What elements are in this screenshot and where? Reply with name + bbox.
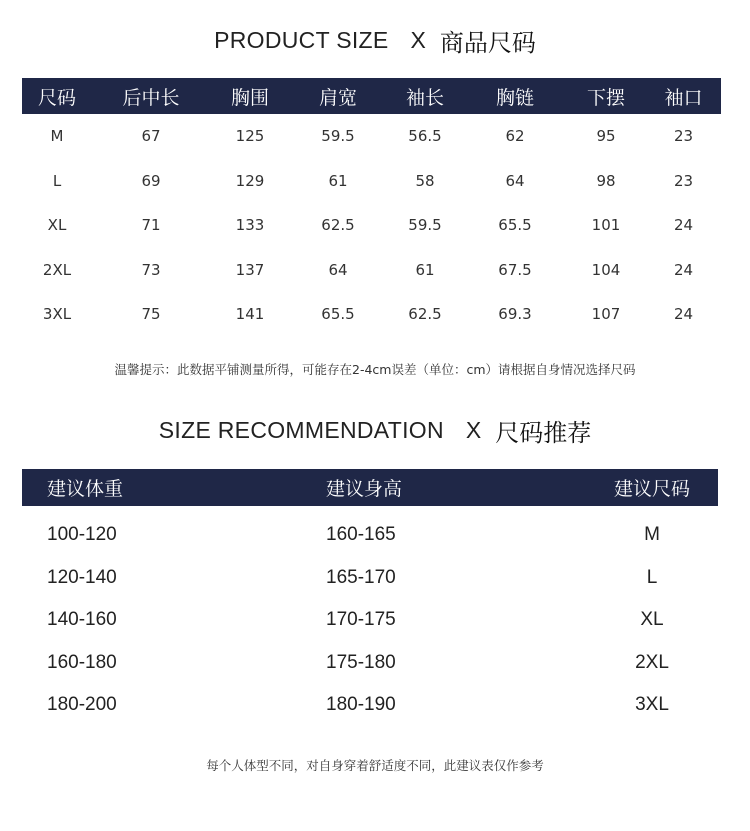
table-row	[22, 292, 721, 337]
table-cell: 71	[141, 216, 161, 235]
header-cuff: 袖口	[664, 86, 703, 109]
table-cell: 64	[328, 260, 348, 279]
height-cell: 180-190	[326, 694, 396, 716]
size-cell: 2XL	[635, 651, 669, 673]
size-cell: 3XL	[635, 694, 669, 716]
table-row	[22, 599, 718, 642]
table-cell: 95	[596, 127, 616, 146]
product-size-table	[22, 78, 721, 337]
table-cell: 67	[141, 127, 161, 146]
size-recommendation-title-zh: 尺码推荐	[495, 418, 592, 447]
product-size-title-en: PRODUCT SIZE	[214, 26, 389, 53]
table-cell: 62.5	[321, 216, 355, 235]
size-cell: M	[644, 524, 660, 546]
header-suggested-size: 建议尺码	[613, 478, 690, 500]
table-cell: 65.5	[321, 305, 355, 324]
table-cell: 73	[141, 260, 161, 279]
table-cell: 141	[235, 305, 265, 324]
table-cell: 69.3	[498, 305, 532, 324]
weight-cell: 180-200	[47, 694, 117, 716]
weight-cell: 120-140	[47, 566, 117, 588]
header-hem: 下摆	[586, 86, 625, 109]
table-cell: XL	[47, 216, 67, 235]
height-cell: 175-180	[326, 651, 396, 673]
header-size: 尺码	[37, 86, 76, 109]
table-cell: 137	[235, 260, 265, 279]
table-cell: 24	[673, 305, 694, 324]
table-cell: 56.5	[408, 127, 442, 146]
table-row	[22, 514, 718, 557]
recommendation-note: 每个人体型不同，对自身穿着舒适度不同，此建议表仅作参考	[206, 758, 544, 773]
table-cell: 61	[328, 171, 348, 190]
weight-cell: 140-160	[47, 609, 117, 631]
weight-cell: 160-180	[47, 651, 117, 673]
height-cell: 165-170	[326, 566, 396, 588]
table-cell: 62	[505, 127, 525, 146]
table-cell: 67.5	[498, 260, 532, 279]
table-row	[22, 642, 718, 685]
table-cell: 107	[591, 305, 621, 324]
table-cell: 59.5	[408, 216, 442, 235]
table-cell: 64	[505, 171, 525, 190]
table-cell: 69	[141, 171, 161, 190]
table-cell: M	[50, 127, 64, 146]
size-recommendation-title-en: SIZE RECOMMENDATION	[158, 416, 444, 443]
table-cell: 104	[591, 260, 621, 279]
table-cell: 61	[415, 260, 435, 279]
height-cell: 170-175	[326, 609, 396, 631]
header-suggested-height: 建议身高	[326, 478, 403, 500]
table-cell: 65.5	[498, 216, 532, 235]
size-cell: XL	[640, 609, 664, 631]
table-row	[22, 248, 721, 293]
title-separator-x: X	[465, 416, 482, 443]
recommendation-table-header	[22, 469, 718, 506]
table-row	[22, 159, 721, 204]
height-cell: 160-165	[326, 524, 396, 546]
size-recommendation-table	[22, 469, 718, 727]
table-row	[22, 557, 718, 600]
table-cell: 2XL	[42, 260, 72, 279]
product-size-title-zh: 商品尺码	[439, 28, 536, 57]
table-cell: 75	[141, 305, 161, 324]
table-cell: 101	[591, 216, 621, 235]
measurement-note: 温馨提示：此数据平铺测量所得，可能存在2-4cm误差（单位：cm）请根据自身情况选择尺码	[114, 362, 636, 377]
table-row	[22, 114, 721, 159]
table-cell: 23	[673, 127, 694, 146]
table-row	[22, 203, 721, 248]
size-cell: L	[646, 566, 658, 588]
header-suggested-weight: 建议体重	[47, 478, 124, 500]
header-chest-chain: 胸链	[495, 86, 534, 109]
table-cell: 62.5	[408, 305, 442, 324]
header-back-length: 后中长	[122, 86, 180, 109]
header-shoulder: 肩宽	[318, 86, 357, 109]
table-cell: 133	[235, 216, 265, 235]
table-cell: 59.5	[321, 127, 355, 146]
table-cell: L	[52, 171, 62, 190]
table-cell: 23	[673, 171, 694, 190]
table-cell: 24	[673, 216, 694, 235]
weight-cell: 100-120	[47, 524, 117, 546]
product-size-title	[0, 24, 750, 56]
title-separator-x: X	[410, 26, 426, 53]
table-cell: 3XL	[42, 305, 72, 324]
header-chest: 胸围	[230, 86, 269, 109]
table-cell: 125	[235, 127, 265, 146]
table-cell: 24	[673, 260, 694, 279]
table-cell: 129	[235, 171, 265, 190]
size-recommendation-title	[0, 414, 750, 446]
table-cell: 58	[415, 171, 435, 190]
header-sleeve-length: 袖长	[405, 86, 444, 109]
size-table-header	[22, 78, 721, 114]
table-cell: 98	[596, 171, 616, 190]
table-row	[22, 684, 718, 727]
